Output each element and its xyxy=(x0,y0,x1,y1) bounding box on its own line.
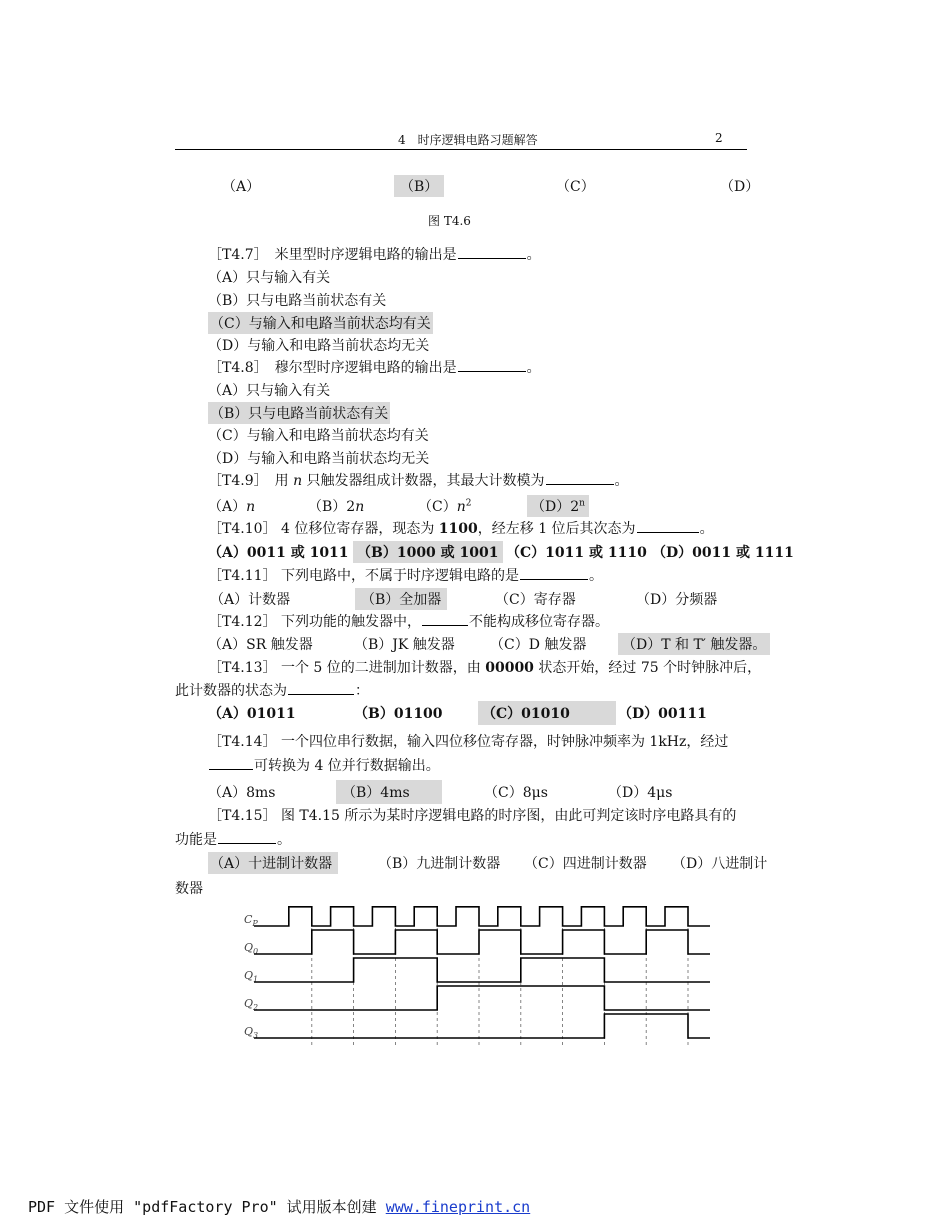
fig46-option-a: （A） xyxy=(222,179,261,195)
wave-q3 xyxy=(254,1014,710,1038)
q413-stem-line1: ［T4.13］ 一个 5 位的二进制加计数器，由 00000 状态开始，经过 75 个时钟脉冲后， xyxy=(208,660,762,676)
wave-label-q1: $Q_1$ xyxy=(244,969,259,984)
q49-option-b: （B）2n xyxy=(308,499,365,515)
q415-stem-line1: ［T4.15］ 图 T4.15 所示为某时序逻辑电路的时序图，由此可判定该时序电路具有的 xyxy=(208,808,737,824)
q412-stem: ［T4.12］ 下列功能的触发器中， 不能构成移位寄存器。 xyxy=(208,611,609,631)
q414-option-b: （B）4ms xyxy=(336,780,442,804)
q415-option-b: （B）九进制计数器 xyxy=(378,856,501,872)
q414-option-a: （A）8ms xyxy=(208,785,276,801)
q411-stem: ［T4.11］ 下列电路中，不属于时序逻辑电路的是 。 xyxy=(208,565,603,585)
pdf-footer: PDF 文件使用 "pdfFactory Pro" 试用版本创建 www.fineprint.cn xyxy=(28,1198,531,1216)
wave-label-cp: $C_P$ xyxy=(244,913,258,928)
q413-option-d: （D）00111 xyxy=(618,706,707,722)
q415-option-c: （C）四进制计数器 xyxy=(524,856,647,872)
q412-option-a: （A）SR 触发器 xyxy=(208,637,313,653)
fineprint-link[interactable]: www.fineprint.cn xyxy=(385,1198,531,1216)
fig46-option-d: （D） xyxy=(720,179,760,195)
timing-diagram xyxy=(240,898,720,1054)
q47-option-a: （A）只与输入有关 xyxy=(208,270,331,286)
q47-option-b: （B）只与电路当前状态有关 xyxy=(208,293,387,309)
page-number: 2 xyxy=(715,131,723,145)
wave-label-q2: $Q_2$ xyxy=(244,997,259,1012)
fig46-caption: 图 T4.6 xyxy=(428,214,471,228)
q411-option-c: （C）寄存器 xyxy=(495,592,576,608)
header-rule xyxy=(175,149,747,150)
wave-q2 xyxy=(254,986,710,1010)
fig46-option-b: （B） xyxy=(394,175,444,197)
q47-stem: ［T4.7］ 米里型时序逻辑电路的输出是 。 xyxy=(208,244,541,264)
q414-option-c: （C）8μs xyxy=(484,785,548,801)
wave-label-q3: $Q_3$ xyxy=(244,1025,259,1040)
q413-option-b: （B）01100 xyxy=(354,706,443,722)
q415-stem-line2: 功能是 。 xyxy=(175,829,291,849)
q414-option-d: （D）4μs xyxy=(608,785,673,801)
q411-option-b: （B）全加器 xyxy=(355,588,447,610)
q415-option-d-cont: 数器 xyxy=(175,881,203,897)
q48-option-c: （C）与输入和电路当前状态均有关 xyxy=(208,428,429,444)
header-chapter: 4 时序逻辑电路习题解答 xyxy=(398,133,538,147)
q413-option-c: （C）01010 xyxy=(478,701,616,725)
q415-option-d: （D）八进制计 xyxy=(672,856,768,872)
q49-option-c: $(C)n^2$ xyxy=(418,498,472,515)
q47-option-c: （C）与输入和电路当前状态均有关 xyxy=(208,312,433,334)
q414-stem-line2: 可转换为 4 位并行数据输出。 xyxy=(208,755,440,775)
q49-stem: ［T4.9］ 用 n 只触发器组成计数器，其最大计数模为 。 xyxy=(208,470,629,490)
q48-stem: ［T4.8］ 穆尔型时序逻辑电路的输出是 。 xyxy=(208,357,541,377)
q49-option-a: （A）n xyxy=(208,499,256,515)
q411-option-a: （A）计数器 xyxy=(210,592,291,608)
q410-option-b: （B）1000 或 1001 xyxy=(353,541,503,563)
q414-stem-line1: ［T4.14］ 一个四位串行数据，输入四位移位寄存器，时钟脉冲频率为 1kHz，经过 xyxy=(208,734,729,750)
q410-option-a: （A）0011 或 1011 xyxy=(208,545,349,561)
q410-option-d: （D）0011 或 1111 xyxy=(652,545,794,561)
q49-option-d: （D）2$^n$ xyxy=(527,495,589,517)
q412-option-b: （B）JK 触发器 xyxy=(354,637,455,653)
wave-q1 xyxy=(254,958,710,982)
q410-stem: ［T4.10］ 4 位移位寄存器，现态为 1100，经左移 1 位后其次态为 。 xyxy=(208,518,714,538)
wave-label-q0: $Q_0$ xyxy=(244,941,259,956)
fig46-option-c: （C） xyxy=(556,179,595,195)
wave-cp xyxy=(254,907,710,926)
q412-option-c: （C）D 触发器 xyxy=(490,637,587,653)
q410-option-c: （C）1011 或 1110 xyxy=(506,545,647,561)
q415-option-a: （A）十进制计数器 xyxy=(208,852,338,874)
q48-option-b: （B）只与电路当前状态有关 xyxy=(208,402,390,424)
q412-option-d: （D）T 和 T′ 触发器。 xyxy=(618,633,770,655)
q48-option-a: （A）只与输入有关 xyxy=(208,383,331,399)
q413-stem-line2: 此计数器的状态为 ： xyxy=(175,680,369,700)
wave-q0 xyxy=(254,930,710,954)
q413-option-a: （A）01011 xyxy=(208,706,296,722)
q47-option-d: （D）与输入和电路当前状态均无关 xyxy=(208,338,430,354)
q411-option-d: （D）分频器 xyxy=(636,592,718,608)
q48-option-d: （D）与输入和电路当前状态均无关 xyxy=(208,451,430,467)
